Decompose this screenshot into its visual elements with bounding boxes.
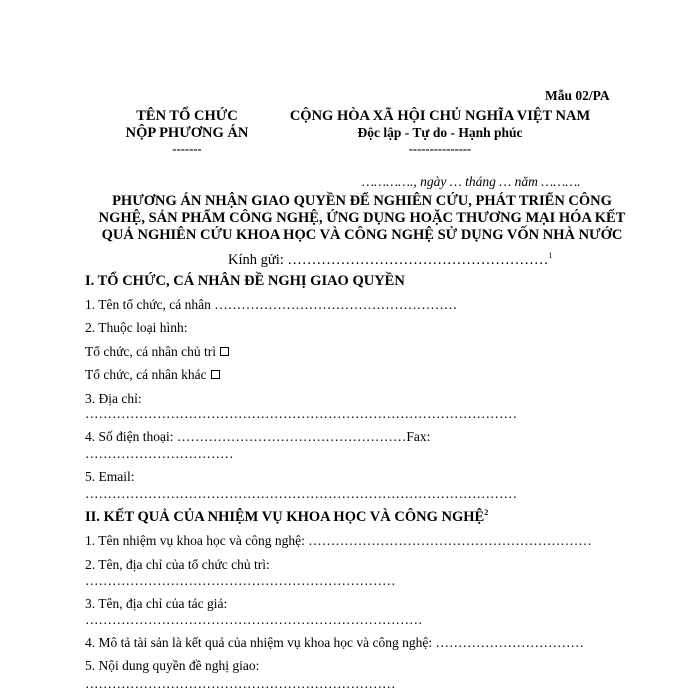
phone-fax-field: 4. Số điện thoại: ……………………………………………Fax: [85,429,431,444]
phone-dots: …………………………… [85,446,234,461]
type-option-host [85,344,229,360]
address-dots: …………………………………………………………………………………… [85,406,517,421]
greeting [228,251,552,269]
national-title: CỘNG HÒA XÃ HỘI CHỦ NGHĨA VIỆT NAM [289,108,591,124]
rights-label: 5. Nội dung quyền đề nghị giao: [85,658,260,673]
section-2-footnote-marker: 2 [484,508,489,517]
host-dots: …………………………………………………………… [85,573,396,588]
author-label: 3. Tên, địa chỉ của tác giả: [85,596,228,611]
address-label: 3. Địa chỉ: [85,391,142,406]
org-name-line1: TÊN TỔ CHỨC [136,108,238,124]
form-code: Mẫu 02/PA [545,88,610,103]
document-title-line3: QUẢ NGHIÊN CỨU KHOA HỌC VÀ CÔNG NGHỆ SỬ DỤNG VỐN NHÀ NƯỚC [101,227,623,243]
greeting-text: Kính gửi: ……………………………………………… [228,251,549,268]
type-option-host-label: Tổ chức, cá nhân chủ trì [85,344,217,359]
task-name-field: 1. Tên nhiệm vụ khoa học và công nghệ: ……………………………………………………… [85,533,592,548]
type-label: 2. Thuộc loại hình: [85,320,188,335]
asset-description-field: 4. Mô tả tài sản là kết quả của nhiệm vụ khoa học và công nghệ: …………………………… [85,635,585,650]
national-motto: Độc lập - Tự do - Hạnh phúc [357,125,523,140]
author-dots: ………………………………………………………………… [85,612,423,627]
org-divider: ------- [172,142,202,156]
email-dots: …………………………………………………………………………………… [85,486,517,501]
type-option-other-label: Tổ chức, cá nhân khác [85,367,207,382]
footnote-marker: 1 [548,251,553,260]
org-name-line2: NỘP PHƯƠNG ÁN [125,125,249,141]
date-line: …………., ngày … tháng … năm ………. [362,174,581,189]
org-name-field: 1. Tên tổ chức, cá nhân ……………………………………………… [85,297,458,312]
document-title-line1: PHƯƠNG ÁN NHẬN GIAO QUYỀN ĐỂ NGHIÊN CỨU, PHÁT TRIỂN CÔNG [112,193,612,209]
rights-dots: …………………………………………………………… [85,676,396,691]
email-label: 5. Email: [85,469,135,484]
checkbox-other[interactable] [211,370,220,379]
checkbox-host[interactable] [220,347,229,356]
document-title-line2: NGHỆ, SẢN PHẨM CÔNG NGHỆ, ỨNG DỤNG HOẶC THƯƠNG MẠI HÓA KẾT [98,210,626,226]
type-option-other [85,367,220,383]
section-1-heading: I. TỔ CHỨC, CÁ NHÂN ĐỀ NGHỊ GIAO QUYỀN [85,273,405,289]
host-label: 2. Tên, địa chỉ của tổ chức chủ trì: [85,557,270,572]
national-divider: --------------- [408,142,472,156]
section-2-heading [85,508,488,526]
section-2-heading-text: II. KẾT QUẢ CỦA NHIỆM VỤ KHOA HỌC VÀ CÔNG NGHỆ [85,508,485,525]
